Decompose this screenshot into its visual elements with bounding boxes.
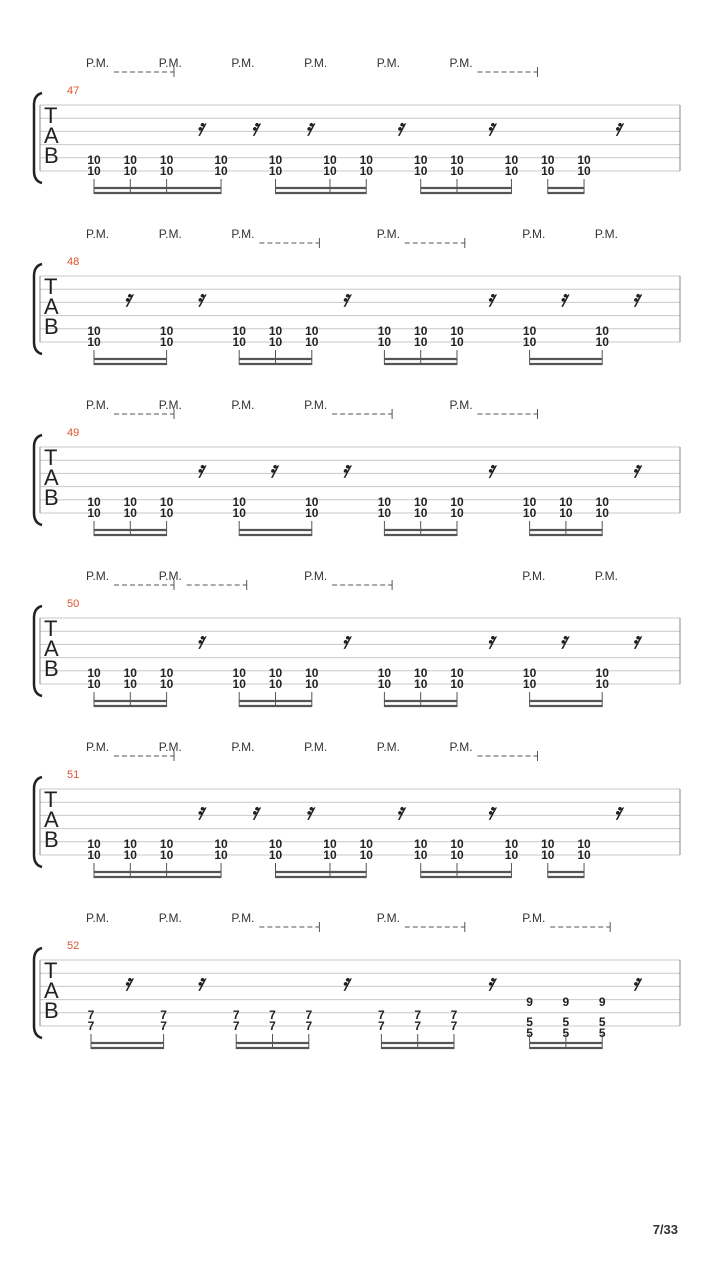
fret-number: 10 — [214, 837, 228, 851]
fret-number: 5 — [526, 1026, 533, 1040]
tab-system — [34, 398, 680, 536]
palm-mute-label: P.M. — [594, 569, 619, 583]
fret-number: 10 — [377, 666, 392, 680]
fret-number: 10 — [414, 335, 428, 349]
sixteenth-rest: 𝄿 — [342, 457, 349, 483]
tab-clef-letter: B — [44, 827, 59, 852]
sixteenth-rest: 𝄿 — [196, 457, 204, 483]
fret-number: 10 — [577, 164, 591, 178]
fret-number: 10 — [450, 848, 464, 862]
fret-number: 7 — [269, 1008, 276, 1022]
sixteenth-rest: 𝄿 — [632, 457, 640, 483]
fret-number: 7 — [232, 1019, 240, 1033]
fret-number: 10 — [123, 153, 137, 167]
sixteenth-rest: 𝄿 — [487, 286, 495, 312]
fret-number: 10 — [159, 164, 174, 178]
fret-number: 10 — [595, 666, 609, 680]
fret-number: 10 — [414, 506, 428, 520]
sixteenth-rest: 𝄿 — [487, 457, 495, 483]
fret-number: 10 — [522, 506, 537, 520]
fret-number: 10 — [522, 666, 537, 680]
fret-number: 10 — [359, 153, 373, 167]
fret-number: 10 — [305, 506, 319, 520]
sixteenth-rest: 𝄿 — [614, 115, 622, 141]
fret-number: 5 — [598, 1026, 606, 1040]
sixteenth-rest: 𝄿 — [305, 799, 313, 825]
fret-number: 10 — [305, 324, 319, 338]
fret-number: 7 — [305, 1008, 313, 1022]
system-bracket — [34, 93, 42, 183]
fret-number: 10 — [123, 677, 137, 691]
fret-number: 10 — [123, 506, 137, 520]
fret-number: 10 — [504, 164, 519, 178]
fret-number: 10 — [377, 677, 392, 691]
fret-number: 10 — [268, 164, 283, 178]
fret-number: 7 — [305, 1019, 313, 1033]
palm-mute-label: P.M. — [231, 911, 255, 925]
fret-number: 10 — [541, 837, 555, 851]
fret-number: 10 — [414, 666, 428, 680]
tab-clef-letter: T — [44, 274, 58, 299]
fret-number: 9 — [598, 995, 606, 1009]
sixteenth-rest: 𝄿 — [342, 970, 349, 996]
fret-number: 5 — [598, 1015, 606, 1029]
sixteenth-rest: 𝄿 — [251, 115, 259, 141]
palm-mute-label: P.M. — [522, 569, 546, 583]
fret-number: 10 — [414, 837, 428, 851]
fret-number: 10 — [87, 335, 101, 349]
fret-number: 10 — [87, 666, 101, 680]
fret-number: 7 — [378, 1019, 385, 1033]
fret-number: 10 — [268, 837, 283, 851]
fret-number: 10 — [268, 335, 283, 349]
palm-mute-label: P.M. — [522, 911, 546, 925]
fret-number: 10 — [87, 837, 101, 851]
sixteenth-rest: 𝄿 — [396, 115, 404, 141]
fret-number: 7 — [87, 1008, 95, 1022]
fret-number: 10 — [123, 495, 137, 509]
palm-mute-label: P.M. — [86, 740, 110, 754]
fret-number: 10 — [232, 335, 246, 349]
fret-number: 10 — [595, 495, 609, 509]
fret-number: 7 — [414, 1019, 422, 1033]
system-bracket — [34, 435, 42, 525]
fret-number: 10 — [123, 666, 137, 680]
palm-mute-label: P.M. — [304, 569, 328, 583]
fret-number: 10 — [359, 164, 373, 178]
fret-number: 7 — [160, 1008, 167, 1022]
system-bracket — [34, 606, 42, 696]
fret-number: 10 — [450, 335, 464, 349]
fret-number: 10 — [232, 495, 246, 509]
tab-clef-letter: A — [44, 807, 59, 832]
fret-number: 10 — [414, 153, 428, 167]
fret-number: 10 — [541, 848, 555, 862]
palm-mute-label: P.M. — [158, 56, 182, 70]
tab-clef-letter: A — [44, 636, 59, 661]
tab-system — [34, 227, 680, 365]
fret-number: 10 — [305, 677, 319, 691]
fret-number: 10 — [232, 666, 246, 680]
sixteenth-rest: 𝄿 — [196, 970, 204, 996]
fret-number: 10 — [377, 335, 392, 349]
tab-clef-letter: B — [44, 485, 59, 510]
palm-mute-label: P.M. — [158, 569, 182, 583]
fret-number: 10 — [268, 324, 283, 338]
palm-mute-label: P.M. — [376, 740, 400, 754]
measure-number: 52 — [67, 940, 80, 952]
fret-number: 10 — [522, 495, 537, 509]
fret-number: 10 — [595, 506, 609, 520]
fret-number: 10 — [595, 677, 609, 691]
fret-number: 10 — [414, 324, 428, 338]
measure-number: 49 — [67, 427, 80, 439]
fret-number: 10 — [577, 848, 591, 862]
fret-number: 10 — [123, 164, 137, 178]
tab-clef-letter: A — [44, 978, 59, 1003]
fret-number: 10 — [123, 848, 137, 862]
palm-mute-label: P.M. — [231, 56, 255, 70]
fret-number: 10 — [450, 164, 464, 178]
fret-number: 10 — [87, 495, 101, 509]
sixteenth-rest: 𝄿 — [559, 286, 567, 312]
fret-number: 9 — [562, 995, 570, 1009]
fret-number: 10 — [232, 506, 246, 520]
measure-number: 48 — [67, 256, 80, 268]
palm-mute-label: P.M. — [86, 398, 110, 412]
system-bracket — [34, 264, 42, 354]
fret-number: 10 — [559, 506, 573, 520]
tab-clef-letter: B — [44, 998, 59, 1023]
fret-number: 5 — [562, 1026, 570, 1040]
fret-number: 7 — [269, 1019, 276, 1033]
fret-number: 10 — [159, 506, 174, 520]
system-bracket — [34, 948, 42, 1038]
system-bracket — [34, 777, 42, 867]
palm-mute-label: P.M. — [522, 227, 546, 241]
fret-number: 10 — [159, 666, 174, 680]
fret-number: 10 — [595, 324, 609, 338]
fret-number: 10 — [323, 164, 337, 178]
measure-number: 47 — [67, 85, 80, 97]
sixteenth-rest: 𝄿 — [124, 970, 132, 996]
palm-mute-label: P.M. — [158, 911, 182, 925]
palm-mute-label: P.M. — [304, 398, 328, 412]
fret-number: 10 — [159, 837, 174, 851]
tab-clef-letter: B — [44, 656, 59, 681]
fret-number: 10 — [268, 666, 283, 680]
fret-number: 10 — [214, 164, 228, 178]
fret-number: 10 — [450, 324, 464, 338]
palm-mute-label: P.M. — [231, 398, 255, 412]
sixteenth-rest: 𝄿 — [632, 286, 640, 312]
fret-number: 10 — [414, 677, 428, 691]
fret-number: 10 — [159, 335, 174, 349]
fret-number: 10 — [504, 837, 519, 851]
palm-mute-label: P.M. — [86, 911, 110, 925]
tab-system — [34, 56, 680, 194]
palm-mute-label: P.M. — [231, 227, 255, 241]
fret-number: 7 — [414, 1008, 422, 1022]
palm-mute-label: P.M. — [86, 227, 110, 241]
sixteenth-rest: 𝄿 — [632, 628, 640, 654]
fret-number: 10 — [450, 153, 464, 167]
tab-clef-letter: B — [44, 314, 59, 339]
sixteenth-rest: 𝄿 — [196, 115, 204, 141]
palm-mute-label: P.M. — [304, 56, 328, 70]
fret-number: 10 — [214, 848, 228, 862]
fret-number: 10 — [522, 324, 537, 338]
tab-clef-letter: A — [44, 465, 59, 490]
palm-mute-label: P.M. — [86, 569, 110, 583]
fret-number: 10 — [541, 153, 555, 167]
fret-number: 10 — [323, 848, 337, 862]
tab-clef-letter: T — [44, 445, 58, 470]
sixteenth-rest: 𝄿 — [269, 457, 277, 483]
sixteenth-rest: 𝄿 — [342, 286, 349, 312]
fret-number: 5 — [562, 1015, 570, 1029]
tab-clef-letter: A — [44, 294, 59, 319]
sixteenth-rest: 𝄿 — [196, 799, 204, 825]
palm-mute-label: P.M. — [158, 398, 182, 412]
fret-number: 10 — [232, 677, 246, 691]
palm-mute-label: P.M. — [158, 740, 182, 754]
fret-number: 10 — [522, 335, 537, 349]
fret-number: 10 — [450, 506, 464, 520]
sixteenth-rest: 𝄿 — [124, 286, 132, 312]
fret-number: 10 — [522, 677, 537, 691]
tab-clef-letter: T — [44, 787, 58, 812]
fret-number: 10 — [541, 164, 555, 178]
palm-mute-label: P.M. — [449, 740, 473, 754]
measure-number: 51 — [67, 769, 80, 781]
tab-clef-letter: B — [44, 143, 59, 168]
palm-mute-label: P.M. — [449, 56, 473, 70]
palm-mute-label: P.M. — [376, 56, 400, 70]
fret-number: 10 — [268, 848, 283, 862]
fret-number: 10 — [504, 848, 519, 862]
fret-number: 10 — [377, 324, 392, 338]
fret-number: 10 — [268, 677, 283, 691]
fret-number: 10 — [450, 837, 464, 851]
fret-number: 10 — [232, 324, 246, 338]
sixteenth-rest: 𝄿 — [614, 799, 622, 825]
fret-number: 10 — [577, 153, 591, 167]
fret-number: 10 — [87, 677, 101, 691]
fret-number: 10 — [87, 164, 101, 178]
measure-number: 50 — [67, 598, 80, 610]
fret-number: 10 — [595, 335, 609, 349]
fret-number: 10 — [377, 506, 392, 520]
fret-number: 10 — [414, 495, 428, 509]
fret-number: 10 — [268, 153, 283, 167]
fret-number: 10 — [159, 677, 174, 691]
fret-number: 10 — [87, 506, 101, 520]
tab-system — [34, 911, 680, 1049]
fret-number: 10 — [450, 677, 464, 691]
fret-number: 10 — [414, 164, 428, 178]
fret-number: 10 — [450, 495, 464, 509]
fret-number: 10 — [577, 837, 591, 851]
sixteenth-rest: 𝄿 — [559, 628, 567, 654]
fret-number: 10 — [504, 153, 519, 167]
palm-mute-label: P.M. — [376, 227, 400, 241]
palm-mute-label: P.M. — [231, 740, 255, 754]
page-number: 7/33 — [652, 1222, 678, 1237]
sixteenth-rest: 𝄿 — [196, 286, 204, 312]
fret-number: 10 — [87, 153, 101, 167]
sixteenth-rest: 𝄿 — [251, 799, 259, 825]
fret-number: 10 — [359, 848, 373, 862]
tab-clef-letter: T — [44, 103, 58, 128]
sixteenth-rest: 𝄿 — [487, 799, 495, 825]
fret-number: 10 — [359, 837, 373, 851]
fret-number: 7 — [378, 1008, 385, 1022]
fret-number: 10 — [159, 324, 174, 338]
fret-number: 10 — [305, 495, 319, 509]
sixteenth-rest: 𝄿 — [196, 628, 204, 654]
fret-number: 10 — [87, 324, 101, 338]
sixteenth-rest: 𝄿 — [487, 115, 495, 141]
fret-number: 7 — [232, 1008, 240, 1022]
fret-number: 5 — [526, 1015, 533, 1029]
sixteenth-rest: 𝄿 — [632, 970, 640, 996]
palm-mute-label: P.M. — [304, 740, 328, 754]
fret-number: 10 — [214, 153, 228, 167]
sixteenth-rest: 𝄿 — [396, 799, 404, 825]
fret-number: 10 — [87, 848, 101, 862]
tab-system — [34, 569, 680, 707]
fret-number: 10 — [305, 666, 319, 680]
fret-number: 10 — [159, 153, 174, 167]
palm-mute-label: P.M. — [449, 398, 473, 412]
fret-number: 7 — [160, 1019, 167, 1033]
tab-clef-letter: T — [44, 958, 58, 983]
fret-number: 9 — [526, 995, 533, 1009]
fret-number: 10 — [159, 495, 174, 509]
fret-number: 10 — [323, 837, 337, 851]
fret-number: 10 — [559, 495, 573, 509]
tab-system — [34, 740, 680, 878]
fret-number: 10 — [450, 666, 464, 680]
fret-number: 7 — [450, 1019, 458, 1033]
palm-mute-label: P.M. — [158, 227, 182, 241]
palm-mute-label: P.M. — [86, 56, 110, 70]
sixteenth-rest: 𝄿 — [342, 628, 349, 654]
tab-clef-letter: A — [44, 123, 59, 148]
fret-number: 10 — [159, 848, 174, 862]
sixteenth-rest: 𝄿 — [305, 115, 313, 141]
fret-number: 10 — [414, 848, 428, 862]
tab-clef-letter: T — [44, 616, 58, 641]
palm-mute-label: P.M. — [594, 227, 619, 241]
fret-number: 10 — [305, 335, 319, 349]
fret-number: 10 — [123, 837, 137, 851]
fret-number: 7 — [450, 1008, 458, 1022]
fret-number: 10 — [377, 495, 392, 509]
sixteenth-rest: 𝄿 — [487, 970, 495, 996]
fret-number: 7 — [87, 1019, 95, 1033]
fret-number: 10 — [323, 153, 337, 167]
palm-mute-label: P.M. — [376, 911, 400, 925]
sixteenth-rest: 𝄿 — [487, 628, 495, 654]
